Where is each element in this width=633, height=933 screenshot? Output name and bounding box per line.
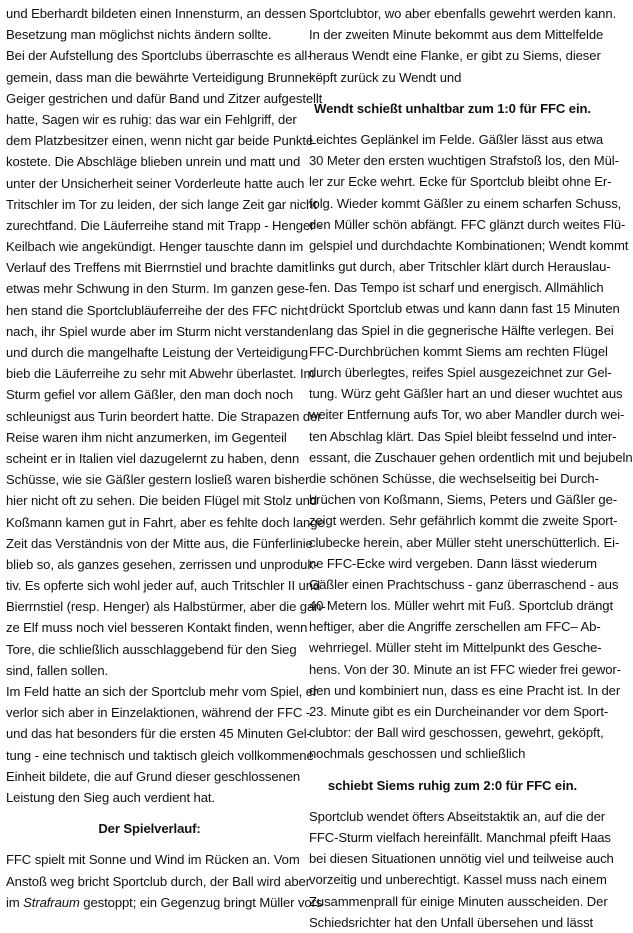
text-line: zurechtfand. Die Läuferreihe stand mit Trapp - Henger - xyxy=(6,217,323,233)
left-paragraph-block xyxy=(6,3,326,808)
text-fragment: im xyxy=(6,894,24,910)
text-line: Keilbach wie angekündigt. Henger tauschte dann im xyxy=(6,239,304,255)
text-line: scheint er in Italien viel dazugelernt zu haben, denn xyxy=(6,450,300,466)
text-line: heraus Wendt eine Flanke, er gibt zu Siems, dieser xyxy=(309,48,601,64)
text-line: und Eberhardt bildeten einen Innensturm, an dessen xyxy=(6,6,307,21)
text-line: In der zweiten Minute bekommt aus dem Mittelfelde xyxy=(309,27,604,43)
right-paragraph-block xyxy=(309,3,617,88)
text-line: gemein, dass man die bewährte Verteidigung Brunner - xyxy=(6,69,322,85)
text-line: drückt Sportclub etwas und kann dann fast 15 Minuten xyxy=(309,301,620,317)
text-line: ten Abschlag klärt. Das Spiel bleibt fesselnd und inter- xyxy=(309,428,617,444)
text-line: Bei der Aufstellung des Sportclubs überraschte es all- xyxy=(6,48,312,64)
text-line: Tore, die schließlich ausschlaggebend für den Sieg xyxy=(6,641,297,657)
text-line: brüchen von Koßmann, Siems, Peters und Gäßler ge- xyxy=(309,492,618,508)
spacer xyxy=(309,88,596,98)
text-line: nochmals geschossen und schließlich xyxy=(309,746,526,762)
text-line: Verlauf des Treffens mit Bierrnstiel und brachte damit xyxy=(6,260,309,276)
text-line: weiter Entfernung aufs Tor, wo aber Mandler durch wei- xyxy=(309,407,625,423)
text-line: tung. Würz geht Gäßler hart an und dieser wuchtet aus xyxy=(309,386,623,402)
text-line: FFC-Sturm vielfach hereinfällt. Manchmal pfeift Haas xyxy=(309,829,611,845)
left-column xyxy=(6,3,326,913)
text-line: Reise waren ihm nicht anzumerken, im Gegenteil xyxy=(6,429,287,445)
text-line: Bierrnstiel (resp. Henger) als Halbstürmer, aber die gan- xyxy=(6,599,326,615)
goal-heading-2: schiebt Siems ruhig zum 2:0 für FFC ein. xyxy=(327,777,578,793)
spacer xyxy=(6,839,293,849)
text-line: etwas mehr Schwung in den Sturm. Im ganzen gese- xyxy=(6,281,310,297)
text-line: die schönen Schüsse, die wechselseitig bei Durch- xyxy=(309,470,599,486)
text-line: Schiedsrichter hat den Unfall übersehen und lässt xyxy=(309,914,594,930)
text-line: Tritschler im Tor zu leiden, der sich lange Zeit gar nicht xyxy=(6,196,317,212)
text-line: schleunigst aus Turin beordert hatte. Die Strapazen der xyxy=(6,408,322,424)
text-line: Sportclub wendet öfters Abseitstaktik an, auf die der xyxy=(309,808,606,824)
text-line: Leistung den Sieg auch verdient hat. xyxy=(6,789,215,805)
text-line: vorzeitig und unberechtigt. Kassel muss nach einem xyxy=(309,872,607,888)
text-line: und durch die mangelhafte Leistung der Verteidigung xyxy=(6,345,309,360)
italic-word: Strafraum xyxy=(23,894,80,910)
text-line: 23. Minute gibt es ein Durcheinander vor dem Sport- xyxy=(309,704,609,719)
text-fragment: gestoppt; ein Gegenzug bringt Müller vors xyxy=(79,894,323,910)
text-line: blieb so, als ganzes gesehen, zerrissen und unproduk- xyxy=(6,556,319,572)
spacer xyxy=(309,796,596,806)
text-line: Leichtes Geplänkel im Felde. Gäßler lässt aus etwa xyxy=(309,131,604,147)
text-line: bieb die Läuferreihe zu sehr mit Abwehr überlastet. Im xyxy=(6,366,315,382)
text-line: ze Elf muss noch viel besseren Kontakt finden, wenn xyxy=(6,620,308,636)
text-line: hier nicht oft zu sehen. Die beiden Flügel mit Stolz und xyxy=(6,493,318,509)
section-heading: Der Spielverlauf: xyxy=(98,821,201,837)
text-line: verlor sich aber in Einzelaktionen, während der FFC - xyxy=(6,705,310,721)
text-line: clubecke herein, aber Müller steht unerschütterlich. Ei- xyxy=(309,534,620,550)
text-line: durch überlegtes, reifes Spiel ausgezeichnet zur Gel- xyxy=(309,365,612,380)
text-line: folg. Wieder kommt Gäßler zu einem scharfen Schuss, xyxy=(309,195,622,211)
text-line: Einheit bildete, die auf Grund dieser geschlossenen xyxy=(6,768,301,784)
text-line: hatte, Sagen wir es ruhig: das war ein Fehlgriff, der xyxy=(6,111,297,127)
text-line: Koßmann kamen gut in Fahrt, aber es fehlte doch lange xyxy=(6,514,325,530)
text-line: Im Feld hatte an sich der Sportclub mehr vom Spiel, er xyxy=(6,684,318,699)
text-line: unter der Unsicherheit seiner Vorderleute hatte auch xyxy=(6,175,305,191)
text-line: nach, ihr Spiel wurde aber im Sturm nicht verstanden xyxy=(6,323,309,339)
text-line: Zeit das Verständnis von der Mitte aus, die Fünferlinie xyxy=(6,535,313,551)
spacer xyxy=(309,119,596,129)
text-line: Sportclubtor, wo aber ebenfalls gewehrt werden kann. xyxy=(309,6,617,21)
text-line: fen. Das Tempo ist scharf und energisch. Allmählich xyxy=(309,280,604,296)
text-line: Besetzung man möglichst nichts ändern sollte. xyxy=(6,27,272,43)
text-line: Anstoß weg bricht Sportclub durch, der Ball wird aber xyxy=(6,873,311,889)
text-line: ne FFC-Ecke wird vergeben. Dann lässt wiederum xyxy=(309,555,597,571)
text-line: sind, fallen sollen. xyxy=(6,662,109,678)
text-line: ler zur Ecke wehrt. Ecke für Sportclub bleibt ohne Er- xyxy=(309,174,612,190)
text-line: zeigt werden. Sehr gefährlich kommt die zweite Sport- xyxy=(309,513,618,529)
text-line: kostete. Die Abschläge blieben unrein und matt und xyxy=(6,154,301,170)
right-paragraph-block-2 xyxy=(309,129,633,765)
text-line: tiv. Es opferte sich wohl jeder auf, auch Tritschler II und xyxy=(6,578,321,594)
text-line xyxy=(6,892,323,913)
text-line: wehrriegel. Müller steht im Mittelpunkt des Gesche- xyxy=(309,640,602,656)
text-line: tung - eine technisch und taktisch gleich vollkommene xyxy=(6,747,314,763)
text-line: 40 Metern los. Müller wehrt mit Fuß. Sportclub drängt xyxy=(309,598,613,614)
text-line: gelspiel und durchdachte Kombinationen; Wendt kommt xyxy=(309,237,629,253)
text-line: den Müller schön abfängt. FFC glänzt durch weites Flü- xyxy=(309,216,626,232)
text-line: bei diesen Situationen unnötig viel und teilweise auch xyxy=(309,851,614,867)
text-line: FFC-Durchbrüchen kommt Siems am rechten Flügel xyxy=(309,343,608,359)
text-line: heftiger, aber die Angriffe zerschellen am FFC– Ab- xyxy=(309,619,601,635)
text-line: hen stand die Sportclubläuferreihe der des FFC nicht xyxy=(6,302,308,318)
right-paragraph-block-3 xyxy=(309,806,614,933)
text-line: FFC spielt mit Sonne und Wind im Rücken an. Vom xyxy=(6,852,300,868)
text-line: Schüsse, wie sie Gäßler gestern losließ waren bisher xyxy=(6,472,310,488)
text-line: den und kombiniert nun, dass es eine Pracht ist. In der xyxy=(309,682,621,698)
text-line: hens. Von der 30. Minute an ist FFC wieder frei gewor- xyxy=(309,661,621,677)
text-line: Gäßler einen Prachtschuss - ganz überraschend - aus xyxy=(309,576,619,592)
text-line: Zusammenprall für einige Minuten ausscheiden. Der xyxy=(309,893,608,909)
spacer xyxy=(309,765,596,775)
text-line: essant, die Zuschauer gehen ordentlich mit und bejubeln xyxy=(309,449,633,465)
text-line: Geiger gestrichen und dafür Band und Zitzer aufgestellt xyxy=(6,90,323,106)
left-paragraph-block-2 xyxy=(6,849,311,891)
text-line: Sturm gefiel vor allem Gäßler, den man doch noch xyxy=(6,387,294,403)
right-column xyxy=(309,3,633,933)
goal-heading-1: Wendt schießt unhaltbar zum 1:0 für FFC ein. xyxy=(314,100,591,116)
text-line: köpft zurück zu Wendt und xyxy=(309,69,462,85)
text-line: und das hat besonders für die ersten 45 Minuten Gel- xyxy=(6,726,311,742)
text-line: dem Platzbesitzer einen, wenn nicht gar beide Punkte xyxy=(6,133,314,149)
text-line: 30 Meter den ersten wuchtigen Strafstoß los, den Mül- xyxy=(309,153,619,169)
text-line: links gut durch, aber Tritschler klärt durch Herauslau- xyxy=(309,259,611,275)
text-line: clubtor: der Ball wird geschossen, gewehrt, geköpft, xyxy=(309,725,604,741)
text-line: lang das Spiel in die gegnerische Hälfte verlegen. Bei xyxy=(309,322,614,338)
spacer xyxy=(6,808,293,818)
